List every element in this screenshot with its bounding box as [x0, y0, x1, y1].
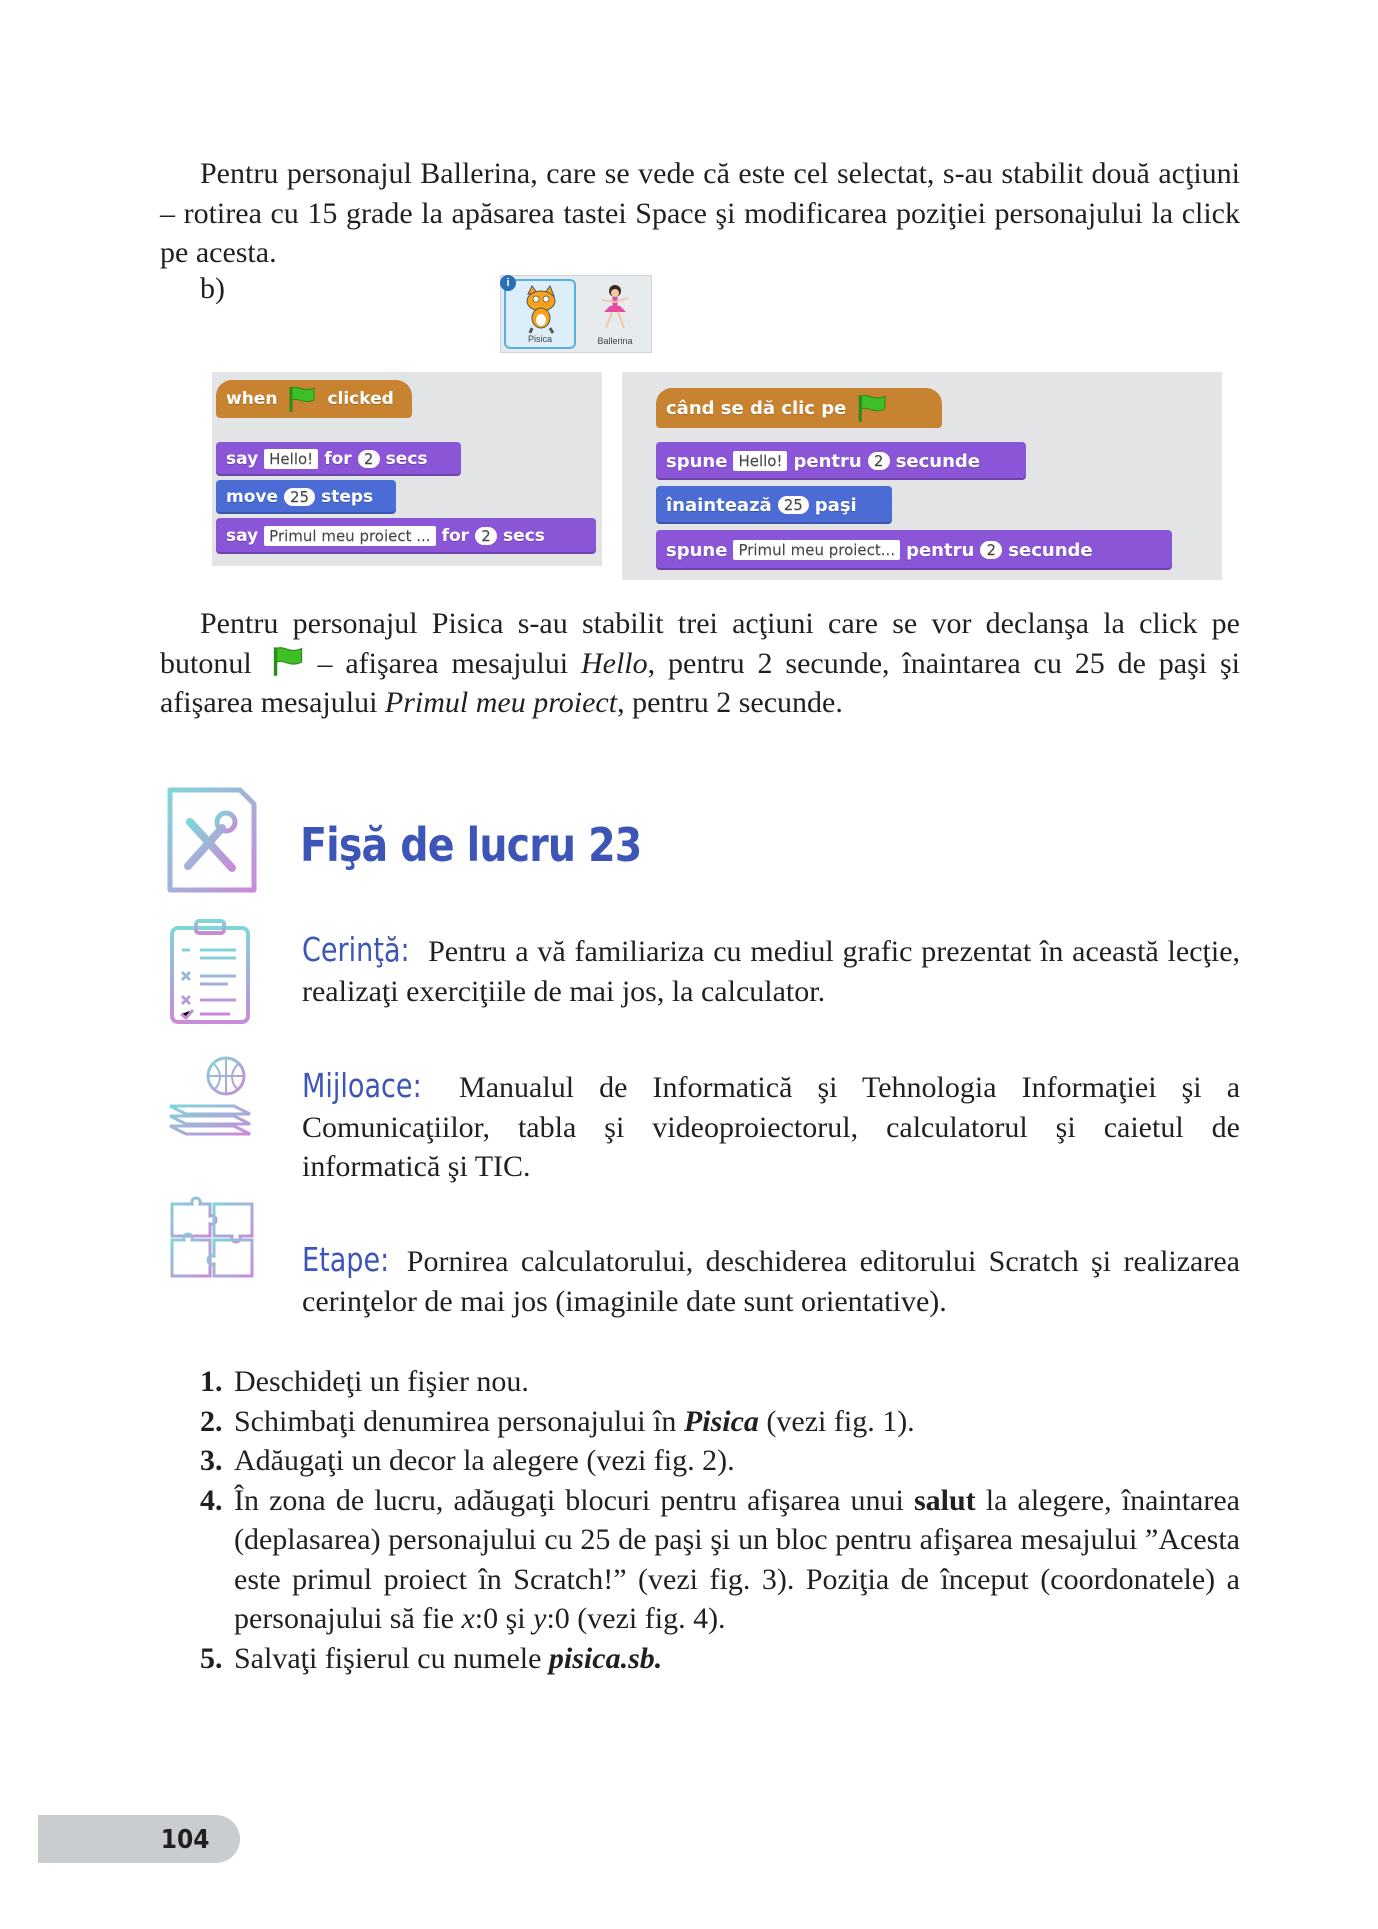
say-for-secs-block[interactable]	[216, 442, 461, 476]
block-text: secs	[385, 449, 428, 469]
list-item: 3. Adăugaţi un decor la alegere (vezi fig. 2).	[200, 1444, 735, 1477]
steps-input[interactable]: 25	[284, 488, 315, 506]
puzzle-icon	[166, 1194, 260, 1282]
item-label-b: b)	[200, 272, 225, 305]
block-text: spune	[666, 450, 728, 472]
list-item: 4. În zona de lucru, adăugaţi blocuri pentru afişarea unui salut la alegere, înaintarea (deplasarea) personajului cu 25 de paşi şi un bloc pentru afişarea mesajului ”Acesta este primul proiect în Scratch!” (vezi fig. 3). Poziţia de început (coordonatele) a personajului să fie x:0 şi y:0 (vezi fig. 4).	[200, 1483, 1240, 1635]
green-flag-icon	[271, 645, 305, 677]
checklist-icon	[168, 918, 252, 1026]
block-text: spune	[666, 539, 728, 561]
pisica-paragraph: Pentru personajul Pisica s-au stabilit trei acţiuni care se vor declanşa la click pe butonul – afişarea mesajului Hello, pentru 2 secunde, înaintarea cu 25 de paşi şi afişarea mesajului Primul meu proiect, pentru 2 secunde.	[160, 607, 1241, 719]
green-flag-icon	[856, 393, 888, 423]
move-steps-block[interactable]	[216, 480, 396, 514]
scratch-script-english	[212, 372, 602, 566]
block-text: când se dă clic pe	[666, 397, 847, 419]
secs-input[interactable]: 2	[868, 452, 890, 470]
sprite-pisica[interactable]	[504, 279, 576, 349]
block-text: for	[324, 449, 352, 469]
block-text: paşi	[814, 494, 857, 516]
when-flag-clicked-block[interactable]	[216, 380, 412, 418]
green-flag-icon	[287, 385, 317, 413]
mijloace-section: Mijloace: Manualul de Informatică şi Tehnologia Informaţiei şi a Comunicaţiilor, tabla şi videoproiectorul, calculatorul şi caietul de informatică şi TIC.	[302, 1066, 1241, 1183]
when-flag-clicked-block-ro[interactable]	[656, 388, 942, 428]
books-globe-icon	[164, 1054, 258, 1142]
sprite-ballerina[interactable]	[579, 279, 651, 349]
say-for-secs-block-2[interactable]	[216, 518, 596, 554]
inainteaza-pasi-block[interactable]	[656, 486, 892, 524]
intro-paragraph: Pentru personajul Ballerina, care se vede că este cel selectat, s-au stabilit două acţiuni – rotirea cu 15 grade la apăsarea tastei Space şi modificarea poziţiei personajului la click pe acesta.	[160, 157, 1240, 269]
scratch-script-romanian	[622, 372, 1222, 580]
worksheet-title: Fişă de lucru 23	[300, 818, 642, 872]
etape-label: Etape:	[302, 1240, 390, 1279]
block-text: say	[226, 449, 259, 469]
block-text: secs	[503, 526, 545, 546]
secs-input[interactable]: 2	[980, 541, 1002, 559]
list-item: 5. Salvaţi fişierul cu numele pisica.sb.	[200, 1641, 663, 1675]
steps-input[interactable]: 25	[778, 496, 809, 514]
block-text: for	[441, 526, 470, 546]
page-number-tab	[38, 1815, 240, 1863]
say-text-input[interactable]: Hello!	[264, 449, 318, 469]
ballerina-icon	[590, 282, 640, 332]
cat-icon	[516, 284, 566, 334]
list-item: 2. Schimbaţi denumirea personajului în Pisica (vezi fig. 1).	[200, 1404, 915, 1438]
block-text: steps	[321, 487, 374, 507]
block-text: secunde	[895, 450, 981, 472]
list-item: 1. Deschideţi un fişier nou.	[200, 1365, 529, 1398]
block-text: say	[226, 526, 259, 546]
block-text: pentru	[906, 539, 975, 561]
block-text: clicked	[327, 389, 394, 409]
say-text-input[interactable]: Primul meu proiect ...	[264, 526, 435, 546]
secs-input[interactable]: 2	[475, 527, 497, 545]
page-number: 104	[160, 1825, 210, 1855]
block-text: when	[226, 389, 278, 409]
say-text-input[interactable]: Primul meu proiect...	[733, 540, 900, 560]
tools-icon	[160, 786, 260, 896]
mijloace-label: Mijloace:	[302, 1066, 422, 1105]
sprite-name: Ballerina	[597, 336, 633, 346]
sprite-panel	[500, 275, 652, 353]
say-text-input[interactable]: Hello!	[733, 451, 787, 471]
block-text: înaintează	[666, 494, 772, 516]
block-text: move	[226, 487, 279, 507]
etape-section: Etape: Pornirea calculatorului, deschiderea editorului Scratch şi realizarea cerinţelor de mai jos (imaginile date sunt orientative).	[302, 1240, 1240, 1318]
sprite-name: Pisica	[527, 334, 552, 344]
secs-input[interactable]: 2	[358, 450, 380, 468]
block-text: secunde	[1008, 539, 1093, 561]
cerinta-section: Cerinţă: Pentru a vă familiariza cu mediul grafic prezentat în această lecţie, realizaţi exerciţiile de mai jos, la calculator.	[302, 930, 1241, 1008]
info-icon[interactable]: i	[500, 275, 516, 291]
block-text: pentru	[793, 450, 862, 472]
cerinta-label: Cerinţă:	[302, 930, 410, 969]
spune-pentru-secunde-block[interactable]	[656, 442, 1026, 480]
spune-pentru-secunde-block-2[interactable]	[656, 530, 1172, 570]
steps-list	[200, 1362, 1240, 1678]
